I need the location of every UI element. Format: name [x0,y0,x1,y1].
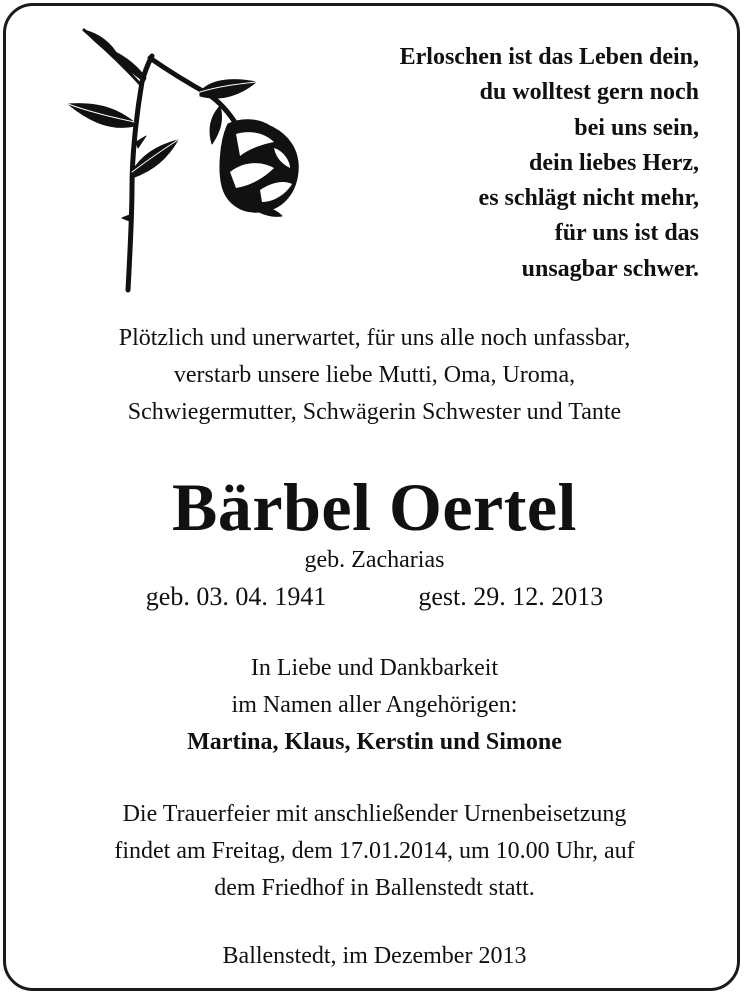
maiden-name: geb. Zacharias [304,547,445,573]
intro-line: verstarb unsere liebe Mutti, Oma, Uroma, [173,362,576,388]
poem-line: du wolltest gern noch [479,79,699,106]
poem-line: bei uns sein, [574,114,699,141]
thanks-line: In Liebe und Dankbarkeit [250,655,499,681]
intro-line: Plötzlich und unerwartet, für uns alle noch unfassbar, [118,325,631,351]
deceased-name: Bärbel Oertel [172,469,577,545]
poem-line: dein liebes Herz, [529,149,699,176]
poem [299,40,699,287]
poem-line: es schlägt nicht mehr, [478,185,699,212]
birth-date: geb. 03. 04. 1941 [145,582,327,611]
life-dates [0,580,749,614]
poem-line: Erloschen ist das Leben dein, [399,44,699,70]
rose-icon [60,22,330,297]
intro-text [0,320,749,431]
poem-line: für uns ist das [554,220,699,247]
thanks-line: im Namen aller Angehörigen: [231,692,518,718]
service-line: dem Friedhof in Ballenstedt statt. [214,875,535,901]
service-line: Die Trauerfeier mit anschließender Urnenbeisetzung [122,801,627,827]
service-line: findet am Freitag, dem 17.01.2014, um 10.00 Uhr, auf [114,838,635,864]
thanks-block [0,650,749,761]
poem-line: unsagbar schwer. [521,255,699,282]
death-date: gest. 29. 12. 2013 [418,582,604,611]
service-info [0,796,749,907]
place-date: Ballenstedt, im Dezember 2013 [222,943,527,969]
family-names: Martina, Klaus, Kerstin und Simone [187,729,562,755]
intro-line: Schwiegermutter, Schwägerin Schwester und Tante [127,399,622,425]
